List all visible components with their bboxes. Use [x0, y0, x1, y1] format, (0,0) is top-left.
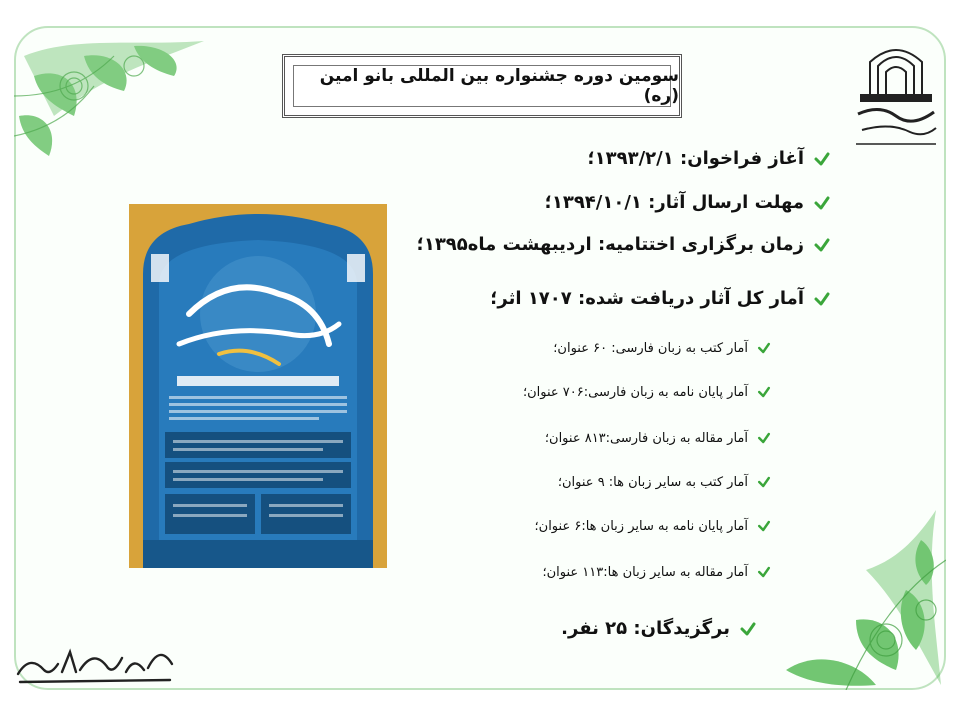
list-item: [561, 618, 758, 639]
list-item: [417, 234, 832, 255]
jamiat-al-zahra-logo: [850, 34, 942, 154]
sub-item-text: آمار پایان نامه به سایر زبان ها:۶ عنوان؛: [534, 518, 748, 534]
sub-list-item: [535, 518, 772, 534]
list-item: [490, 288, 832, 309]
check-arrow-icon: [812, 193, 832, 213]
check-arrow-icon: [812, 235, 832, 255]
check-arrow-icon: [756, 430, 772, 446]
item-text: آمار کل آثار دریافت شده: ۱۷۰۷ اثر؛: [490, 288, 804, 309]
floral-corner-top-left: [14, 36, 214, 176]
sub-list-item: [523, 384, 772, 400]
festival-poster-image: [129, 204, 387, 568]
floral-corner-bottom-right: [746, 500, 946, 690]
sub-list-item: [558, 474, 772, 490]
calligraphy-signature: [10, 634, 180, 690]
sub-item-text: آمار پایان نامه به زبان فارسی:۷۰۶ عنوان؛: [522, 384, 748, 400]
sub-item-text: آمار کتب به زبان فارسی: ۶۰ عنوان؛: [553, 340, 748, 356]
check-arrow-icon: [756, 474, 772, 490]
item-text: مهلت ارسال آثار: ۱۳۹۴/۱۰/۱؛: [544, 192, 804, 213]
check-arrow-icon: [812, 289, 832, 309]
item-text: برگزیدگان: ۲۵ نفر.: [561, 618, 730, 639]
sub-item-text: آمار مقاله به سایر زبان ها:۱۱۳ عنوان؛: [542, 564, 748, 580]
check-arrow-icon: [756, 384, 772, 400]
check-arrow-icon: [738, 619, 758, 639]
list-item: [587, 148, 832, 169]
title-box: [282, 54, 682, 118]
check-arrow-icon: [756, 340, 772, 356]
sub-item-text: آمار مقاله به زبان فارسی:۸۱۳ عنوان؛: [544, 430, 748, 446]
check-arrow-icon: [756, 564, 772, 580]
sub-list-item: [553, 340, 772, 356]
check-arrow-icon: [812, 149, 832, 169]
sub-list-item: [542, 564, 772, 580]
slide-title: سومین دوره جشنواره بین المللی بانو امین (ره): [319, 66, 679, 106]
sub-item-text: آمار کتب به سایر زبان ها: ۹ عنوان؛: [557, 474, 748, 490]
item-text: آغاز فراخوان: ۱۳۹۳/۲/۱؛: [587, 148, 804, 169]
item-text: زمان برگزاری اختتامیه: اردیبهشت ماه۱۳۹۵؛: [416, 234, 804, 255]
sub-list-item: [545, 430, 772, 446]
check-arrow-icon: [756, 518, 772, 534]
list-item: [545, 192, 832, 213]
